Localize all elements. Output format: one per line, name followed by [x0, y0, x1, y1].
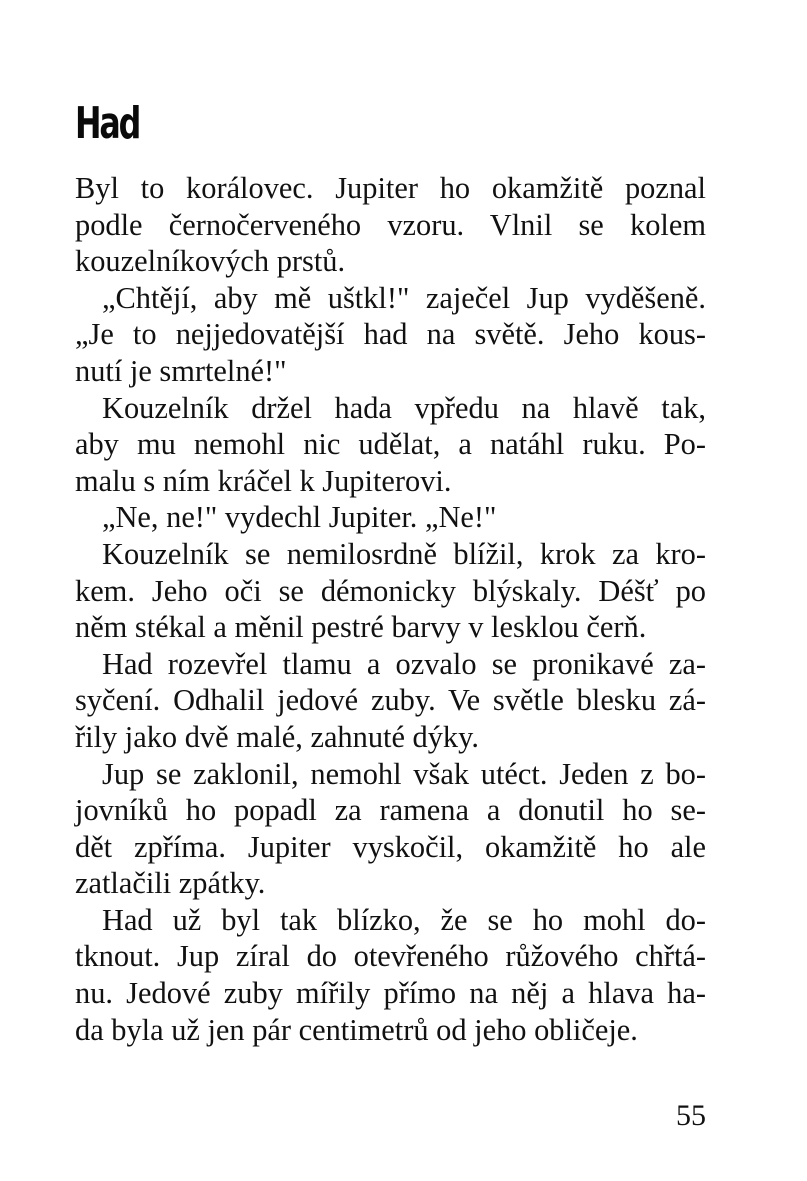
text-line: kouzelníkových prstů.: [75, 244, 346, 279]
text-line: nu. Jedové zuby mířily přímo na něj a hlava ha-: [75, 976, 706, 1011]
text-line: tknout. Jup zíral do otevřeného růžového chřtá-: [75, 939, 706, 974]
text-line: malu s ním kráčel k Jupiterovi.: [75, 463, 452, 498]
text-line: jovníků ho popadl za ramena a donutil ho se-: [75, 793, 706, 828]
text-line: nutí je smrtelné!": [75, 353, 287, 388]
text-line: podle černočerveného vzoru. Vlnil se kolem: [75, 207, 706, 242]
text-line: Kouzelník držel hada vpředu na hlavě tak,: [102, 390, 706, 425]
text-line: syčení. Odhalil jedové zuby. Ve světle blesku zá-: [75, 683, 706, 718]
text-line: Jup se zaklonil, nemohl však utéct. Jeden z bo-: [102, 756, 706, 791]
text-line: da byla už jen pár centimetrů od jeho obličeje.: [75, 1012, 638, 1047]
text-line: něm stékal a měnil pestré barvy v lesklou čerň.: [75, 610, 647, 645]
text-line: Had rozevřel tlamu a ozvalo se pronikavé za-: [102, 646, 706, 681]
chapter-title: Had: [75, 98, 140, 149]
page-number: 55: [676, 1099, 706, 1132]
chapter-body: [75, 170, 706, 1048]
text-line: Had už byl tak blízko, že se ho mohl do-: [102, 902, 706, 937]
text-line: „Chtějí, aby mě uštkl!" zaječel Jup vyděšeně.: [102, 280, 706, 315]
text-line: „Ne, ne!" vydechl Jupiter. „Ne!": [102, 500, 497, 535]
text-line: kem. Jeho oči se démonicky blýskaly. Déšť po: [75, 573, 706, 608]
text-line: dět zpříma. Jupiter vyskočil, okamžitě ho ale: [75, 829, 706, 864]
text-line: Byl to korálovec. Jupiter ho okamžitě poznal: [75, 171, 706, 205]
text-line: zatlačili zpátky.: [75, 866, 266, 901]
text-line: „Je to nejjedovatější had na světě. Jeho kous-: [75, 317, 706, 352]
text-line: Kouzelník se nemilosrdně blížil, krok za kro-: [102, 536, 706, 571]
text-line: aby mu nemohl nic udělat, a natáhl ruku. Po-: [75, 427, 706, 462]
text-line: řily jako dvě malé, zahnuté dýky.: [75, 719, 479, 754]
